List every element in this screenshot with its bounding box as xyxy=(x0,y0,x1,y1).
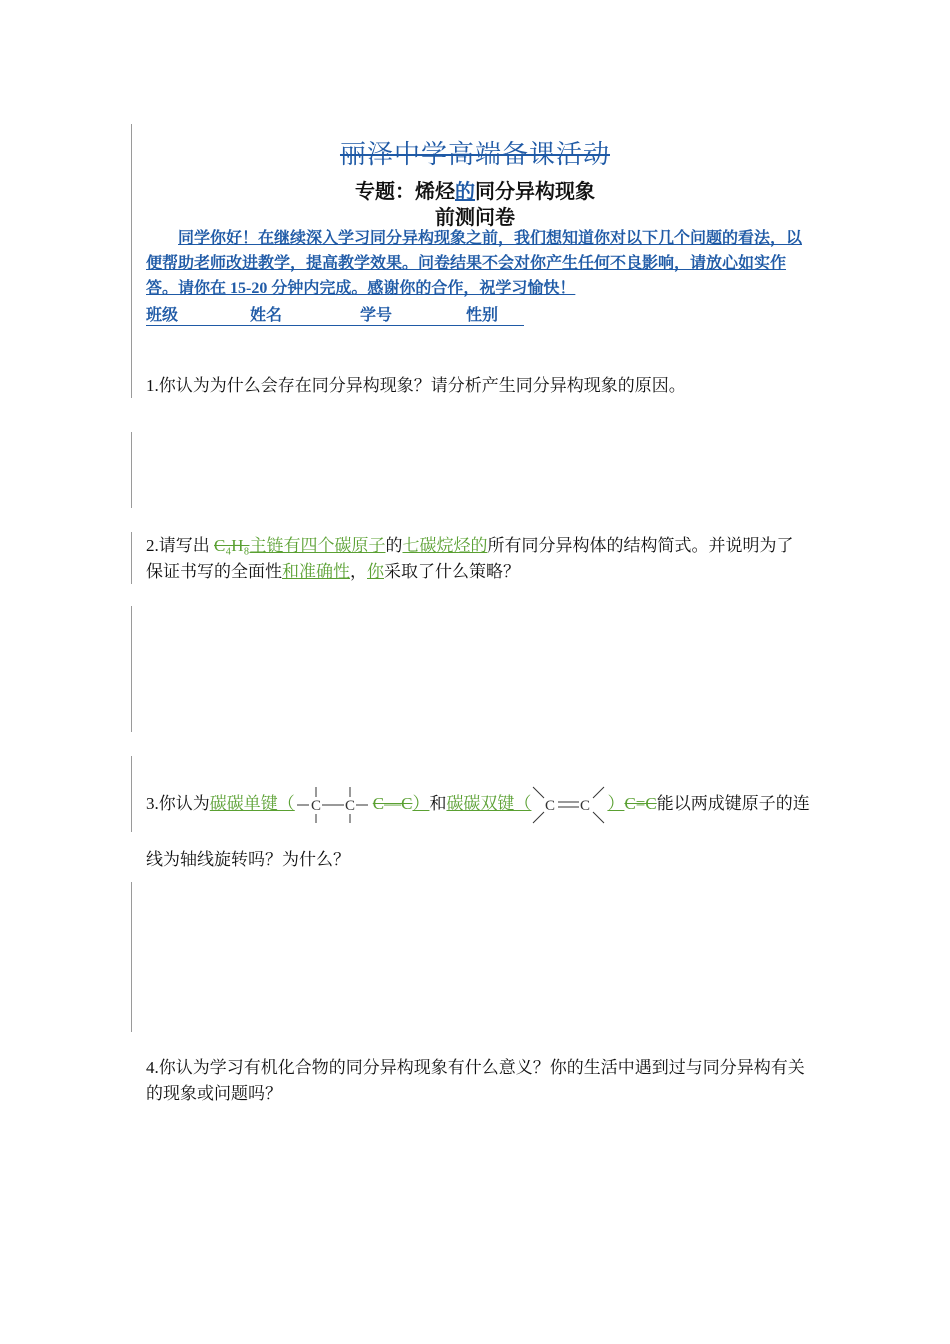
intro-paragraph xyxy=(146,226,810,301)
q2-deleted-formula: C₄H₈ xyxy=(214,536,250,555)
q2-inserted-text-4: 你 xyxy=(367,562,384,581)
struct-atom-c1: C xyxy=(310,798,321,815)
q3-text-3: 能以两成键原子的连线为轴线旋转吗？为什么？ xyxy=(146,794,810,869)
topic-prefix: 专题：烯烃 xyxy=(355,179,455,203)
q3-deleted-double-bond: C=C xyxy=(624,794,657,813)
q2-text-5: 采取了什么策略？ xyxy=(384,562,520,581)
change-bar xyxy=(131,606,132,732)
q2-inserted-text-3: 和准确性 xyxy=(282,562,350,581)
q2-text-3: 所有同分异构体的结构简式。并说明为了保证书写的全面性 xyxy=(146,536,794,581)
q3-inserted-close-1: ） xyxy=(412,794,430,813)
question-1: 1.你认为为什么会存在同分异构现象？请分析产生同分异构现象的原因。 xyxy=(146,376,686,395)
struct-atom-c4: C xyxy=(580,798,591,815)
q2-text-2: 的 xyxy=(385,536,403,555)
questionnaire-subtitle: 前测问卷 xyxy=(435,205,515,229)
double-bond-structure xyxy=(531,783,607,827)
q3-inserted-close-2: ） xyxy=(607,794,625,813)
name-label: 姓名 xyxy=(250,307,283,324)
q3-text-2: 和 xyxy=(429,794,447,813)
student-info-line xyxy=(146,302,524,326)
q3-text-1: 3.你认为 xyxy=(146,794,210,813)
topic-inserted-word: 的 xyxy=(455,179,475,203)
q2-text-1: 2.请写出 xyxy=(146,536,214,555)
intro-text: 同学你好！在继续深入学习同分异构现象之前，我们想知道你对以下几个问题的看法，以便帮助老师改进教学，提高教学效果。问卷结果不会对你产生任何不良影响，请放心如实作答。请你在 15-20 分钟内完成。感谢你的合作，祝学习愉快！ xyxy=(146,230,803,297)
page-title: 丽泽中学高端备课活动 xyxy=(339,140,610,170)
gender-label: 性别 xyxy=(466,307,499,324)
class-label: 班级 xyxy=(146,307,179,324)
change-bar xyxy=(131,432,132,508)
q2-inserted-text-1: 主链有四个碳原子 xyxy=(249,536,386,555)
question-4: 4.你认为学习有机化合物的同分异构现象有什么意义？你的生活中遇到过与同分异构有关的现象或问题吗？ xyxy=(146,1058,805,1103)
question-2 xyxy=(146,533,810,585)
q2-text-4: ， xyxy=(350,562,367,581)
struct-atom-c2: C xyxy=(344,798,355,815)
q3-inserted-double-bond: 碳碳双键（ xyxy=(446,794,532,813)
q2-inserted-text-2: 七碳烷烃的 xyxy=(402,536,488,555)
q3-deleted-single-bond: C—C xyxy=(372,794,413,813)
struct-atom-c3: C xyxy=(545,798,556,815)
single-bond-structure xyxy=(295,783,373,827)
change-bar xyxy=(131,882,132,1032)
topic-heading xyxy=(0,175,950,204)
question-3 xyxy=(146,776,810,888)
number-label: 学号 xyxy=(360,307,393,324)
topic-suffix: 同分异构现象 xyxy=(475,179,595,203)
change-bar xyxy=(131,756,132,832)
q3-inserted-single-bond: 碳碳单键（ xyxy=(209,794,295,813)
change-bar xyxy=(131,532,132,584)
